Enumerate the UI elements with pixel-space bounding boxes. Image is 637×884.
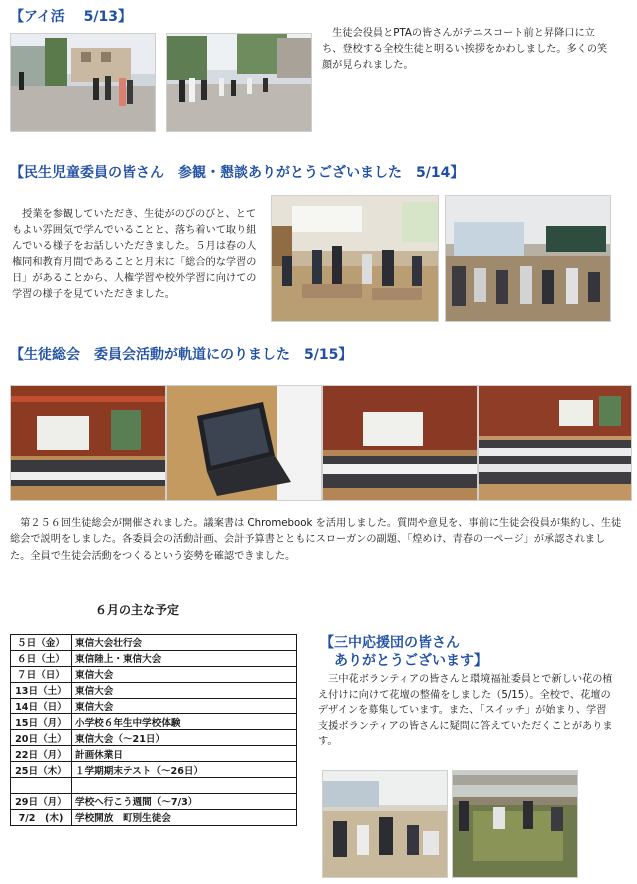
table-row [11, 746, 297, 762]
table-row [11, 793, 297, 809]
table-row [11, 730, 297, 746]
schedule-event: 東信陸上・東信大会 [72, 650, 297, 666]
schedule-date: ７日（日） [11, 666, 72, 682]
schedule-date: 25日（木） [11, 762, 72, 778]
section-heading-student-assembly: 【生徒総会 委員会活動が軌道にのりました 5/15】 [10, 347, 353, 363]
schedule-event: 東信大会壮行会 [72, 635, 297, 651]
schedule-event: １学期期末テスト（～26日） [72, 762, 297, 778]
schedule-date: 14日（日） [11, 698, 72, 714]
section-body-welfare-committee: 授業を参観していただき、生徒がのびのびと、とてもよい雰囲気で学んでいることと、落ち着いて取り組んでいる様子をお話しいただきました。５月は春の人権同和教育月間であることと月末に「総合的な学習の日」があることから、人権学習や校外学習に向けての学習の様子を見ていただきました。 [12, 209, 257, 300]
section-heading-supporters-line2: ありがとうございます】 [334, 653, 488, 669]
table-row [11, 650, 297, 666]
schedule-table [10, 634, 297, 826]
schedule-event: 東信大会 [72, 682, 297, 698]
table-row [11, 809, 297, 825]
section-heading-supporters-line1: 【三中応援団の皆さん [320, 635, 460, 651]
photo-chromebook [166, 385, 322, 501]
schedule-event: 計画休業日 [72, 746, 297, 762]
section-body-supporters: 三中花ボランティアの皆さんと環境福祉委員とで新しい花の植え付けに向けて花壇の整備をしました（5/15）。全校で、花壇のデザインを募集しています。また、「スイッチ」が始まり、学習支援ボランティアの皆さんに疑問に答えていただくことがあります。 [318, 674, 613, 748]
photo-classroom-support [322, 770, 448, 878]
photo-assembly-gym-2 [322, 385, 478, 501]
table-row [11, 778, 297, 794]
photo-greeting-school-gate [10, 33, 156, 132]
table-row [11, 666, 297, 682]
schedule-event: 東信大会 [72, 666, 297, 682]
schedule-event: 東信大会 [72, 698, 297, 714]
schedule-title: ６月の主な予定 [95, 603, 180, 617]
section-heading-greeting: 【アイ活 5/13】 [10, 9, 132, 25]
photo-greeting-entrance [166, 33, 312, 132]
table-row [11, 714, 297, 730]
photo-classroom-observation-1 [271, 195, 439, 322]
photo-flowerbed-volunteers [452, 770, 578, 878]
schedule-date: 20日（土） [11, 730, 72, 746]
schedule-event [72, 778, 297, 794]
schedule-event: 学校開放 町別生徒会 [72, 809, 297, 825]
schedule-event: 東信大会（～21日） [72, 730, 297, 746]
photo-classroom-observation-2 [445, 195, 611, 322]
table-row [11, 762, 297, 778]
section-body-greeting: 生徒会役員とPTAの皆さんがテニスコート前と昇降口に立ち、登校する全校生徒と明るい挨拶をかわしました。多くの笑顔が見られました。 [322, 28, 608, 71]
schedule-event: 学校へ行こう週間（～7/3） [72, 793, 297, 809]
schedule-date [11, 778, 72, 794]
schedule-date: 7/2 (木) [11, 809, 72, 825]
section-heading-welfare-committee: 【民生児童委員の皆さん 参観・懇談ありがとうございました 5/14】 [10, 165, 465, 181]
schedule-event: 小学校６年生中学校体験 [72, 714, 297, 730]
schedule-date: 29日（月） [11, 793, 72, 809]
schedule-date: ６日（土） [11, 650, 72, 666]
schedule-date: 13日（土） [11, 682, 72, 698]
schedule-date: ５日（金） [11, 635, 72, 651]
table-row [11, 635, 297, 651]
section-body-student-assembly: 第２５６回生徒総会が開催されました。議案書は Chromebook を活用しました。質問や意見を、事前に生徒会役員が集約し、生徒総会で説明をしました。各委員会の活動計画、会計予算書とともにスローガンの副題、「煌めけ、青春の一ページ」が承認されました。全員で生徒会活動をつくるという姿勢を確認できました。 [10, 518, 622, 562]
schedule-date: 15日（月） [11, 714, 72, 730]
table-row [11, 682, 297, 698]
table-row [11, 698, 297, 714]
photo-assembly-gym-3 [478, 385, 632, 501]
schedule-date: 22日（月） [11, 746, 72, 762]
photo-assembly-gym-1 [10, 385, 166, 501]
